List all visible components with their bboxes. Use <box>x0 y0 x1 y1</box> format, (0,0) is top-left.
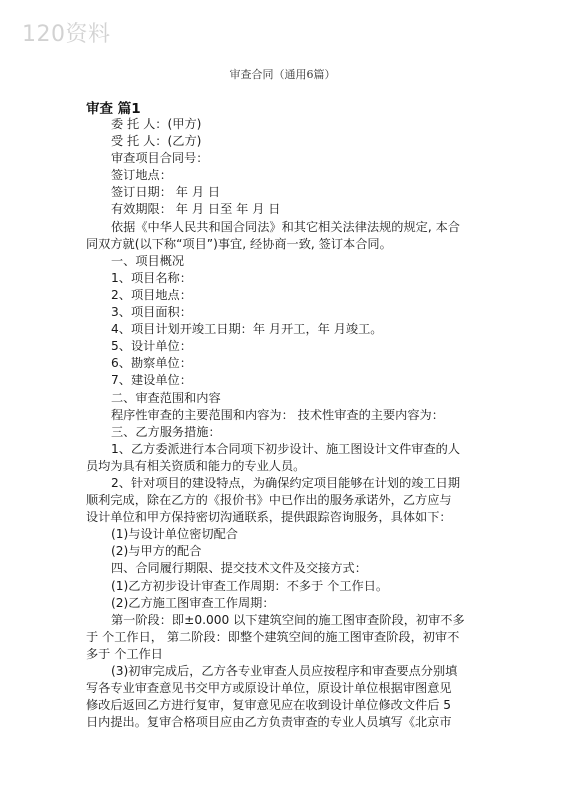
text-line: 日内提出。复审合格项目应由乙方负责审查的专业人员填写《北京市 <box>86 715 452 730</box>
text-line: 设计单位和甲方保持密切沟通联系，提供跟踪咨询服务，具体如下： <box>86 510 452 525</box>
text-line: 5、设计单位： <box>111 339 192 354</box>
text-line: 2、针对项目的建设特点，为确保约定项目能够在计划的竣工日期 <box>111 475 461 490</box>
document-body <box>86 116 486 731</box>
text-line: 员均为具有相关资质和能力的专业人员。 <box>86 458 306 473</box>
text-line: 一、项目概况 <box>111 253 185 268</box>
text-line: 1、项目名称： <box>111 270 192 285</box>
text-line: 2、项目地点： <box>111 287 192 302</box>
text-line: (1)乙方初步设计审查工作周期：不多于 个工作日。 <box>111 578 389 593</box>
section-heading: 审查 篇1 <box>86 101 141 117</box>
text-line: 三、乙方服务措施： <box>111 424 221 439</box>
text-line: 多于 个工作日 <box>86 646 163 661</box>
text-line: 3、项目面积： <box>111 305 192 320</box>
text-line: 有效期限： 年 月 日至 年 月 日 <box>111 202 281 217</box>
text-line: 审查项目合同号： <box>111 151 209 166</box>
text-line: 签订日期： 年 月 日 <box>111 185 221 200</box>
text-line: 6、勘察单位： <box>111 356 192 371</box>
text-line: 受 托 人：(乙方) <box>111 134 202 149</box>
text-line: (3)初审完成后，乙方各专业审查人员应按程序和审查要点分别填 <box>111 664 458 678</box>
text-line: 四、合同履行期限、提交技术文件及交接方式： <box>111 561 367 576</box>
text-line: 1、乙方委派进行本合同项下初步设计、施工图设计文件审查的人 <box>111 441 461 456</box>
text-line: 依据《中华人民共和国合同法》和其它相关法律法规的规定, 本合 <box>111 219 460 234</box>
text-line: (2)乙方施工图审查工作周期： <box>111 595 275 610</box>
document-title: 审查合同（通用6篇） <box>229 68 336 81</box>
text-line: 第一阶段：即±0.000 以下建筑空间的施工图审查阶段，初审不多 <box>111 612 465 627</box>
text-line: 二、审查范围和内容 <box>111 390 221 405</box>
text-line: 顺利完成，除在乙方的《报价书》中已作出的服务承诺外，乙方应与 <box>86 493 452 508</box>
text-line: 同双方就(以下称“项目”)事宜, 经协商一致, 签订本合同。 <box>86 236 392 251</box>
text-line: (1)与设计单位密切配合 <box>111 527 238 542</box>
text-line: 修改后返回乙方进行复审，复审意见应在收到设计单位修改文件后 5 <box>86 698 452 713</box>
text-line: 写各专业审查意见书交甲方或原设计单位，原设计单位根据审图意见 <box>86 681 452 696</box>
text-line: 4、项目计划开竣工日期：年 月开工，年 月竣工。 <box>111 322 383 337</box>
text-line: 委 托 人：(甲方) <box>111 117 202 131</box>
text-line: 签订地点： <box>111 168 172 183</box>
text-line: 程序性审查的主要范围和内容为： 技术性审查的主要内容为： <box>111 407 444 422</box>
text-line: (2)与甲方的配合 <box>111 544 202 559</box>
text-line: 于 个工作日， 第二阶段：即整个建筑空间的施工图审查阶段，初审不 <box>86 629 460 644</box>
watermark-text: 120资料 <box>22 22 111 47</box>
text-line: 7、建设单位： <box>111 373 192 388</box>
